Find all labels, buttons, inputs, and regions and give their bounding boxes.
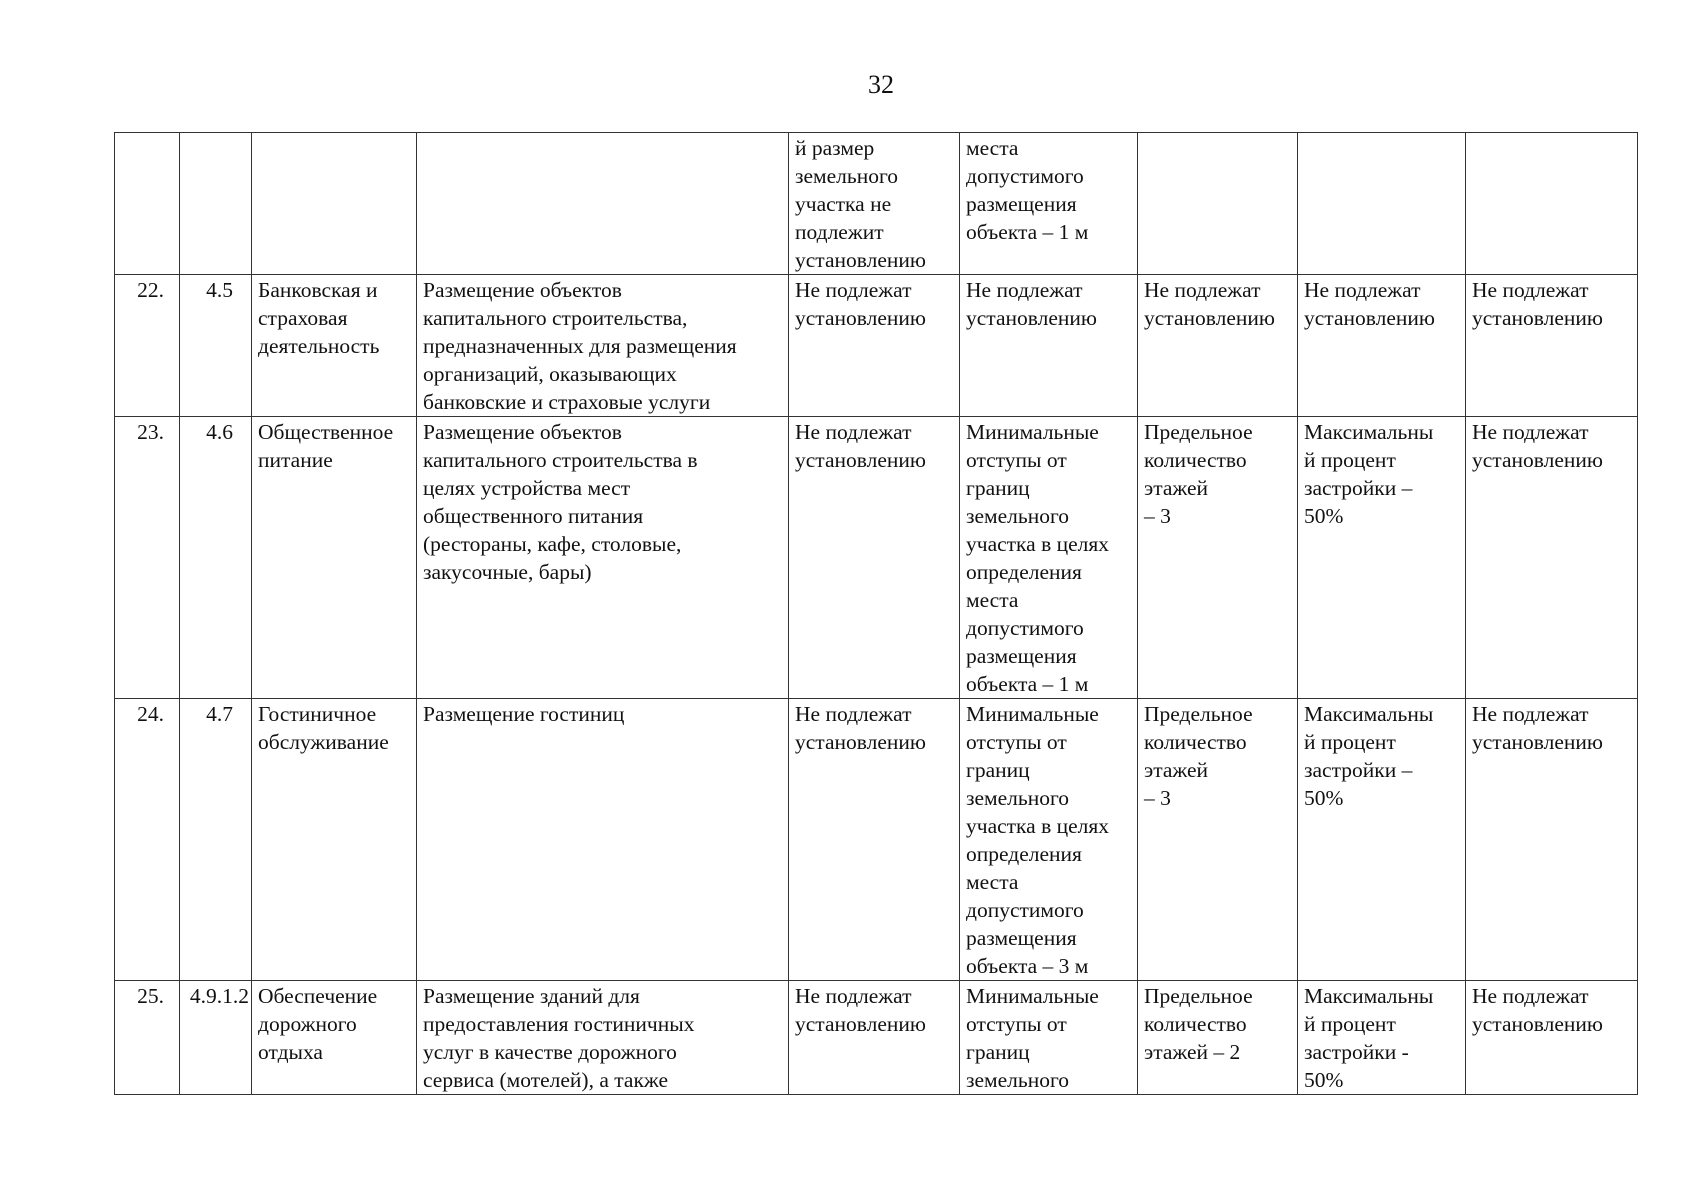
cell-description: Размещение зданий для предоставления гостиничных услуг в качестве дорожного сервиса (мотелей), а также: [417, 981, 789, 1095]
table-row: [115, 275, 1638, 417]
cell-other: Не подлежат установлению: [1466, 699, 1638, 981]
cell-num: 22.: [115, 275, 180, 417]
cell-setbacks: места допустимого размещения объекта – 1 м: [960, 133, 1138, 275]
cell-coverage: Максимальны й процент застройки - 50%: [1298, 981, 1466, 1095]
cell-name: Банковская и страховая деятельность: [252, 275, 417, 417]
cell-coverage: Максимальны й процент застройки – 50%: [1298, 417, 1466, 699]
cell-name: Обеспечение дорожного отдыха: [252, 981, 417, 1095]
cell-floors: Предельное количество этажей – 3: [1138, 699, 1298, 981]
cell-name: [252, 133, 417, 275]
cell-num: [115, 133, 180, 275]
cell-description: Размещение объектов капитального строительства в целях устройства мест общественного питания (рестораны, кафе, столовые, закусочные, бары): [417, 417, 789, 699]
cell-other: Не подлежат установлению: [1466, 275, 1638, 417]
cell-setbacks: Минимальные отступы от границ земельного участка в целях определения места допустимого размещения объекта – 1 м: [960, 417, 1138, 699]
cell-max-plot-size: Не подлежат установлению: [789, 981, 960, 1095]
cell-coverage: Не подлежат установлению: [1298, 275, 1466, 417]
cell-other: [1466, 133, 1638, 275]
cell-coverage: [1298, 133, 1466, 275]
cell-other: Не подлежат установлению: [1466, 417, 1638, 699]
cell-num: 23.: [115, 417, 180, 699]
cell-max-plot-size: й размер земельного участка не подлежит установлению: [789, 133, 960, 275]
table-row: [115, 699, 1638, 981]
page-number: 32: [868, 70, 894, 99]
cell-code: 4.7: [180, 699, 252, 981]
cell-floors: Предельное количество этажей – 3: [1138, 417, 1298, 699]
cell-code: 4.6: [180, 417, 252, 699]
cell-code: [180, 133, 252, 275]
cell-setbacks: Не подлежат установлению: [960, 275, 1138, 417]
cell-code: 4.5: [180, 275, 252, 417]
cell-description: Размещение объектов капитального строительства, предназначенных для размещения организаций, оказывающих банковские и страховые услуги: [417, 275, 789, 417]
cell-coverage: Максимальны й процент застройки – 50%: [1298, 699, 1466, 981]
cell-name: Гостиничное обслуживание: [252, 699, 417, 981]
cell-setbacks: Минимальные отступы от границ земельного участка в целях определения места допустимого размещения объекта – 3 м: [960, 699, 1138, 981]
cell-num: 25.: [115, 981, 180, 1095]
cell-floors: Не подлежат установлению: [1138, 275, 1298, 417]
cell-max-plot-size: Не подлежат установлению: [789, 417, 960, 699]
cell-num: 24.: [115, 699, 180, 981]
cell-other: Не подлежат установлению: [1466, 981, 1638, 1095]
cell-name: Общественное питание: [252, 417, 417, 699]
cell-description: Размещение гостиниц: [417, 699, 789, 981]
cell-max-plot-size: Не подлежат установлению: [789, 699, 960, 981]
cell-floors: Предельное количество этажей – 2: [1138, 981, 1298, 1095]
table-row: [115, 417, 1638, 699]
cell-setbacks: Минимальные отступы от границ земельного: [960, 981, 1138, 1095]
cell-max-plot-size: Не подлежат установлению: [789, 275, 960, 417]
table-row-continuation: [115, 133, 1638, 275]
cell-code: 4.9.1.2: [180, 981, 252, 1095]
land-use-table: [114, 132, 1638, 1095]
cell-description: [417, 133, 789, 275]
table-row: [115, 981, 1638, 1095]
cell-floors: [1138, 133, 1298, 275]
